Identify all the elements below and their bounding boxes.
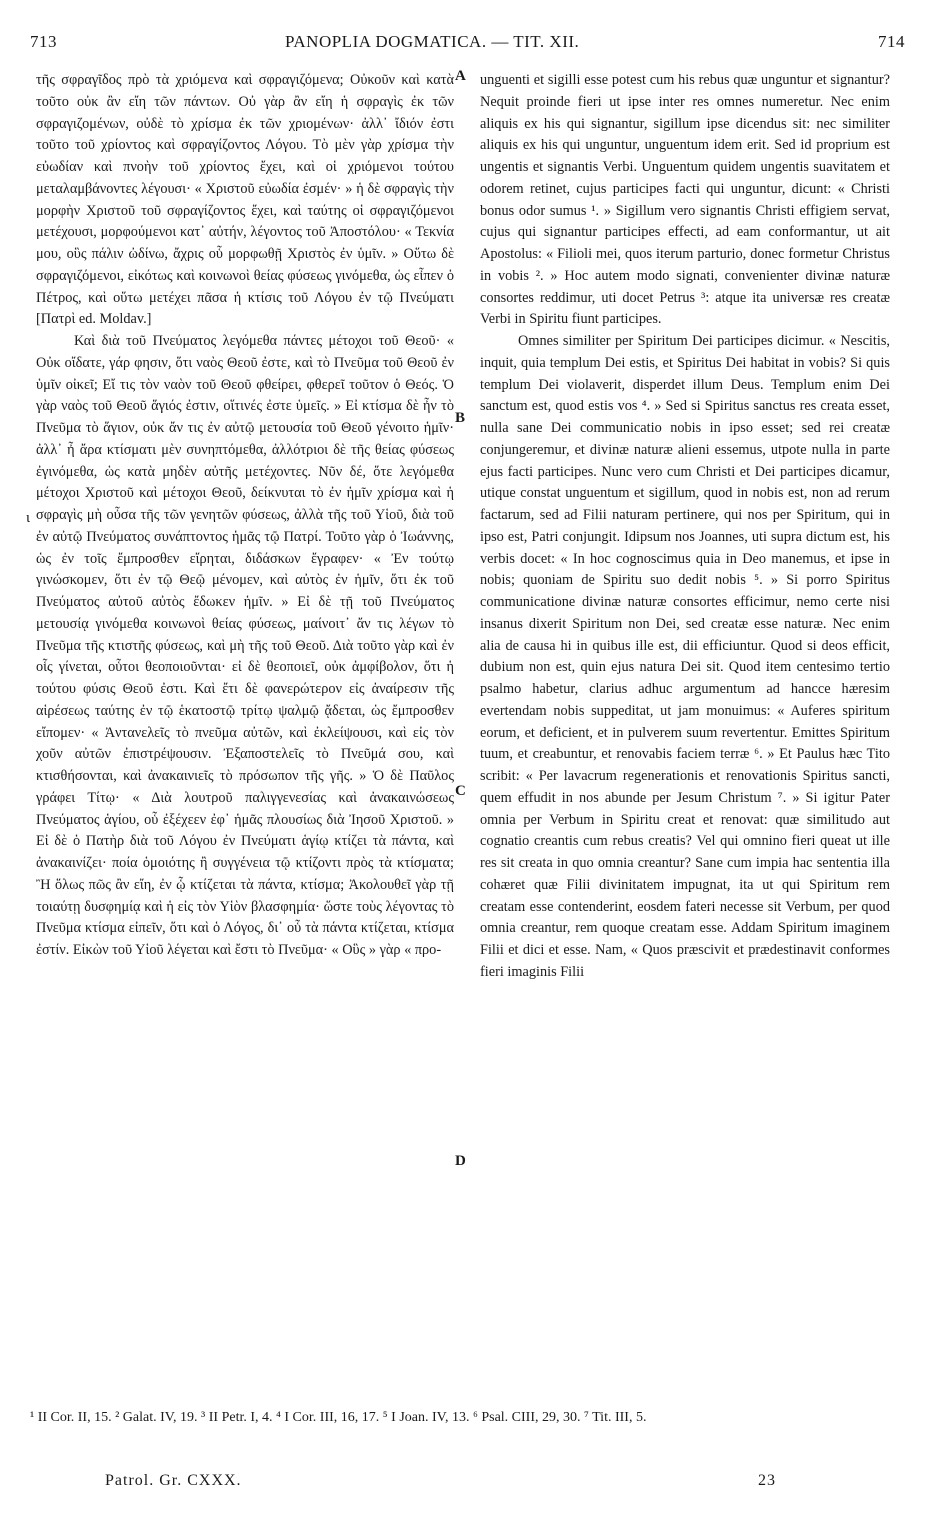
footnotes: ¹ II Cor. II, 15. ² Galat. IV, 19. ³ II Petr. I, 4. ⁴ I Cor. III, 16, 17. ⁵ I Joan. IV, 13. ⁶ Psal. CIII, 29, 30. ⁷ Tit. III, 5. [30,1410,647,1425]
greek-column [36,70,454,962]
latin-paragraph: Omnes similiter per Spiritum Dei participes dicimur. « Nescitis, inquit, quia templum Dei estis, et Spiritus Dei habitat in vobis? Si quis templum Dei violaverit, disperdet illum Deus. Templum enim Dei sanctum est, quod estis vos ⁴. » Sed si Spiritus sanctus res creata esset, nulla sane Dei communicatio nobis in ipso esset; sed rei creatæ conjungeremur, et divinæ naturæ alieni essemus, utpote nulla in parte ejus facti participes. Nunc vero cum Christi et Dei participes dicamur, utique constat unguentum et sigillum, quod in nobis est, non ad rerum factarum, sed ad Filii naturam pertinere, qui nos per Spiritum, qui in ipso est, Patri conjungit. Idipsum nos Joannes, uti supra dictum est, his verbis docet: « In hoc cognoscimus quia in Deo manemus, et ipse in nobis; quoniam de Spiritu suo dedit nobis ⁵. » Si porro Spiritus communicatione divinæ naturæ consortes efficimur, nemo certe nisi insanus dixerit Spiritum non Dei, sed creatæ esse naturæ. Nec enim alia de causa hi in quibus ille est, dii efficiuntur. Quod si deos efficit, dubium non est, quin ejus natura Dei sit. Quod item centesimo tertio psalmo habetur, clarius adhuc argumentum ad hancce hæresim evertendam nobis suppeditat, ut jam monuimus: « Auferes spiritum eorum, et deficient, et in pulverem suum revertentur. Emittes Spiritum tuum, et creabuntur, et renovabis faciem terræ ⁶. » Et Paulus hæc Tito scribit: « Per lavacrum regenerationis et renovationis Spiritus sancti, quem effudit in nos abunde per Jesum Christum ⁷. » Si igitur Pater omnia per Verbum in Spiritu creat et renovat: quæ similitudo aut cognatio creantis cum rebus creatis? Vel qui omnino fieri queat ut ille res sit creata in quo omnia creantur? Sane cum impia hac sententia illa cohæret quæ Filii divinitatem impugnat, ita ut qui Spiritum rem creatam esse contenderint, eosdem fateri necesse sit Verbum, per quod omnia creantur, rem quoque creatam esse. Addam Spiritum imaginem Filii et dici et esse. Nam, « Quos præscivit et prædestinavit conformes fieri imaginis Filii [480,333,890,980]
footnote-divider [30,1395,897,1396]
page-number-right: 714 [878,32,905,51]
signature-number: 23 [758,1472,776,1489]
greek-paragraph: Καὶ διὰ τοῦ Πνεύματος λεγόμεθα πάντες μέτοχοι τοῦ Θεοῦ· « Οὐκ οἴδατε, γάρ φησιν, ὅτι ναὸς Θεοῦ ἐστε, καὶ τὸ Πνεῦμα τοῦ Θεοῦ ἐν ὑμῖν οἰκεῖ; Εἴ τις τὸν ναὸν τοῦ Θεοῦ φθείρει, φθερεῖ τοῦτον ὁ Θεός. Ὁ γὰρ ναὸς τοῦ Θεοῦ ἅγιός ἐστιν, οἵτινές ἐστε ὑμεῖς. » Εἰ κτίσμα δὲ ἦν τὸ Πνεῦμα τὸ ἅγιον, οὐκ ἄν τις ἐν αὐτῷ μετουσία τοῦ Θεοῦ γένοιτο ἡμῖν· ἀλλ᾽ ἦ ἄρα κτίσματι μὲν συνηπτόμεθα, ἀλλότριοι δὲ τῆς θείας φύσεως ἐγινόμεθα, ὡς κατὰ μηδὲν αὐτῆς μετέχοντες. Νῦν δέ, ὅτε λεγόμεθα μέτοχοι Χριστοῦ καὶ μέτοχοι Θεοῦ, δείκνυται τὸ ἐν ἡμῖν χρίσμα καὶ ἡ σφραγὶς μὴ οὖσα τῆς τῶν γενητῶν φύσεως, ἀλλὰ τῆς τοῦ Υἱοῦ, διὰ τοῦ ἐν αὐτῷ Πνεύματος συνάπτοντος ἡμᾶς τῷ Πατρί. Τοῦτο γὰρ ὁ Ἰωάννης, ὡς ἐν τοῖς ἔμπροσθεν εἴρηται, διδάσκων ἔγραφεν· « Ἐν τούτῳ γινώσκομεν, ὅτι ἐν τῷ Θεῷ μένομεν, καὶ αὐτὸς ἐν ἡμῖν, ὅτι ἐκ τοῦ Πνεύματος αὐτοῦ αὐτὸς ἔδωκεν ἡμῖν. » Εἰ δὲ τῇ τοῦ Πνεύματος μετουσίᾳ γινόμεθα κοινωνοὶ θείας φύσεως, μαίνοιτ᾽ ἄν τις λέγων τὸ Πνεῦμα τῆς κτιστῆς φύσεως, καὶ μὴ τῆς τοῦ Θεοῦ. Διὰ τοῦτο γὰρ καὶ ἐν οἷς γίνεται, οὗτοι θεοποιοῦνται· εἰ δὲ θεοποιεῖ, οὐκ ἀμφίβολον, ὅτι ἡ τούτου φύσις Θεοῦ ἐστι. Καὶ ἔτι δὲ φανερώτερον εἰς ἀναίρεσιν τῆς αἱρέσεως ταύτης ἐν τῷ ἑκατοστῷ τρίτῳ ψαλμῷ ᾄδεται, ὡς ἔμπροσθεν εἴπομεν· « Ἀντανελεῖς τὸ πνεῦμα αὐτῶν, καὶ ἐκλείψουσι, καὶ εἰς τὸν χοῦν αὐτῶν ἐπιστρέψουσιν. Ἐξαποστελεῖς τὸ Πνεῦμά σου, καὶ κτισθήσονται, καὶ ἀνακαινιεῖς τὸ πρόσωπον τῆς γῆς. » Ὁ δὲ Παῦλος γράφει Τίτῳ· « Διὰ λουτροῦ παλιγγενεσίας καὶ ἀνακαινώσεως Πνεύματος ἁγίου, οὗ ἐξέχεεν ἐφ᾽ ἡμᾶς πλουσίως διὰ Ἰησοῦ Χριστοῦ. » Εἰ δὲ ὁ Πατὴρ διὰ τοῦ Λόγου ἐν Πνεύματι ἁγίῳ κτίζει τὰ πάντα, καὶ ἀνακαινίζει· ποία ὁμοιότης ἢ συγγένεια τῷ κτίζοντι πρὸς τὰ κτίσματα; Ἢ ὅλως πῶς ἂν εἴη, ἐν ᾧ κτίζεται τὰ πάντα, κτίσμα; Ἀκολουθεῖ γὰρ τῇ τοιαύτῃ δυσφημίᾳ καὶ ἡ εἰς τὸν Υἱὸν βλασφημία· ὥστε τοὺς λέγοντας τὸ Πνεῦμα κτίσμα εἰπεῖν, ὅτι καὶ ὁ Λόγος, δι᾽ οὗ τὰ πάντα κτίζεται, κτίσμα ἐστίν. Εἰκὼν τοῦ Υἱοῦ λέγεται καὶ ἔστι τὸ Πνεῦμα· « Οὓς » γὰρ « προ- [36,333,454,958]
section-marker-c: C [455,783,466,799]
page-number-left: 713 [30,32,57,51]
section-marker-d: D [455,1153,466,1169]
section-marker-a: A [455,68,466,84]
running-title: PANOPLIA DOGMATICA. — TIT. XII. [285,32,580,51]
greek-paragraph: τῆς σφραγῖδος πρὸ τὰ χριόμενα καὶ σφραγιζόμενα; Οὐκοῦν καὶ κατὰ τοῦτο οὐκ ἂν εἴη τῶν πάντων. Οὐ γὰρ ἂν εἴη ἡ σφραγὶς ἐκ τῶν σφραγιζομένων, οὐδὲ τὸ χρίσμα ἐκ τῶν χριομένων· ἀλλ᾽ ἴδιόν ἐστι τοῦτο τοῦ χρίοντος καὶ σφραγίζοντος Λόγου. Τὸ μὲν γὰρ χρίσμα τὴν εὐωδίαν καὶ πνοὴν τοῦ χρίοντος ἔχει, καὶ οἱ χριόμενοι τούτου μεταλαμβάνοντες λέγουσι· « Χριστοῦ εὐωδία ἐσμέν· » ἡ δὲ σφραγὶς τὴν μορφὴν Χριστοῦ τοῦ σφραγίζοντος ἔχει, καὶ ταύτης οἱ σφραγιζόμενοι μετέχουσι, μορφούμενοι κατ᾽ αὐτήν, λέγοντος τοῦ Ἀποστόλου· « Τεκνία μου, οὓς πάλιν ὠδίνω, ἄχρις οὗ μορφωθῇ Χριστὸς ἐν ὑμῖν. » Οὕτω δὲ σφραγιζόμενοι, εἰκότως καὶ κοινωνοὶ θείας φύσεως γινόμεθα, ὡς εἶπεν ὁ Πέτρος, καὶ οὕτω μετέχει πᾶσα ἡ κτίσις τοῦ Λόγου ἐν τῷ Πνεύματι [Πατρὶ ed. Moldav.] [36,72,454,328]
latin-column [480,70,890,984]
latin-paragraph: unguenti et sigilli esse potest cum his rebus quæ unguntur et signantur? Nequit proinde fieri ut ipse inter res omnes numeretur. Nec enim aliquis ex his qui signantur, sigillum ipse dicendus sit: nec similiter aliquis ex his qui unguntur, unguentum idem erit. Sed id proprium est ungentis et signantis Verbi. Unguentum quidem ungentis suavitatem et odorem retinet, cujus participes facti qui unguntur, dicunt: « Christi bonus odor sumus ¹. » Sigillum vero signantis Christi effigiem servat, cujus qui signantur participes effecti, ad eam conformantur, ut ait Apostolus: « Filioli mei, quos iterum parturio, donec formetur Christus in vobis ². » Hoc autem modo signati, convenienter divinæ naturæ consortes reddimur, uti docet Petrus ³: atque ita universæ res creatæ Verbi in Spiritu fiunt participes. [480,72,890,328]
page-footer [30,1472,905,1496]
margin-mark: ι [26,510,31,526]
section-marker-b: B [455,410,466,426]
volume-label: Patrol. Gr. CXXX. [105,1472,242,1489]
page-header [30,32,905,58]
